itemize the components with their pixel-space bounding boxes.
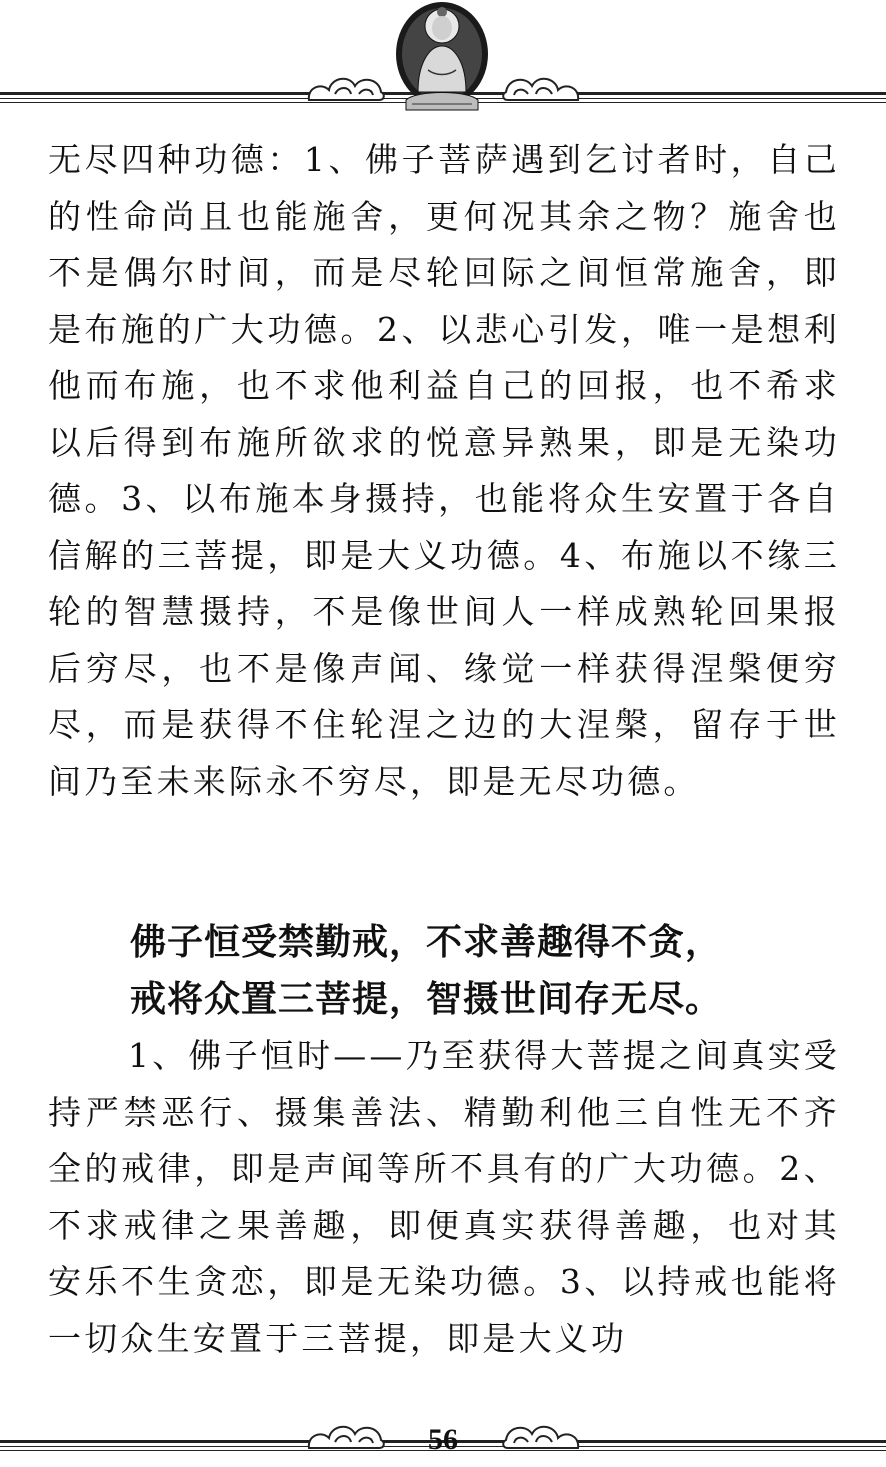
paragraph-2: 1、佛子恒时——乃至获得大菩提之间真实受持严禁恶行、摄集善法、精勤利他三自性无不齐全的戒律，即是声闻等所不具有的广大功德。2、不求戒律之果善趣，即便真实获得善趣，也对其安乐不生贪恋，即是无染功德。3、以持戒也能将一切众生安置于三菩提，即是大义功 <box>48 1036 840 1358</box>
paragraph-1: 无尽四种功德：1、佛子菩萨遇到乞讨者时，自己的性命尚且也能施舍，更何况其余之物？施舍也不是偶尔时间，而是尽轮回际之间恒常施舍，即是布施的广大功德。2、以悲心引发，唯一是想利他而布施，也不求他利益自己的回报，也不希求以后得到布施所欲求的悦意异熟果，即是无染功德。3、以布施本身摄持，也能将众生安置于各自信解的三菩提，即是大义功德。4、布施以不缘三轮的智慧摄持，不是像世间人一样成熟轮回果报后穷尽，也不是像声闻、缘觉一样获得涅槃便穷尽，而是获得不住轮涅之边的大涅槃，留存于世间乃至未来际永不穷尽，即是无尽功德。 <box>48 140 840 801</box>
buddha-emblem-icon <box>392 0 492 112</box>
verse-line-1: 佛子恒受禁勤戒，不求善趣得不贪， <box>130 922 723 963</box>
cloud-ornament-icon <box>305 70 387 104</box>
page-number: 56 <box>428 1423 458 1456</box>
verse-line-2: 戒将众置三菩提，智摄世间存无尽。 <box>130 979 723 1020</box>
cloud-ornament-icon <box>500 70 582 104</box>
